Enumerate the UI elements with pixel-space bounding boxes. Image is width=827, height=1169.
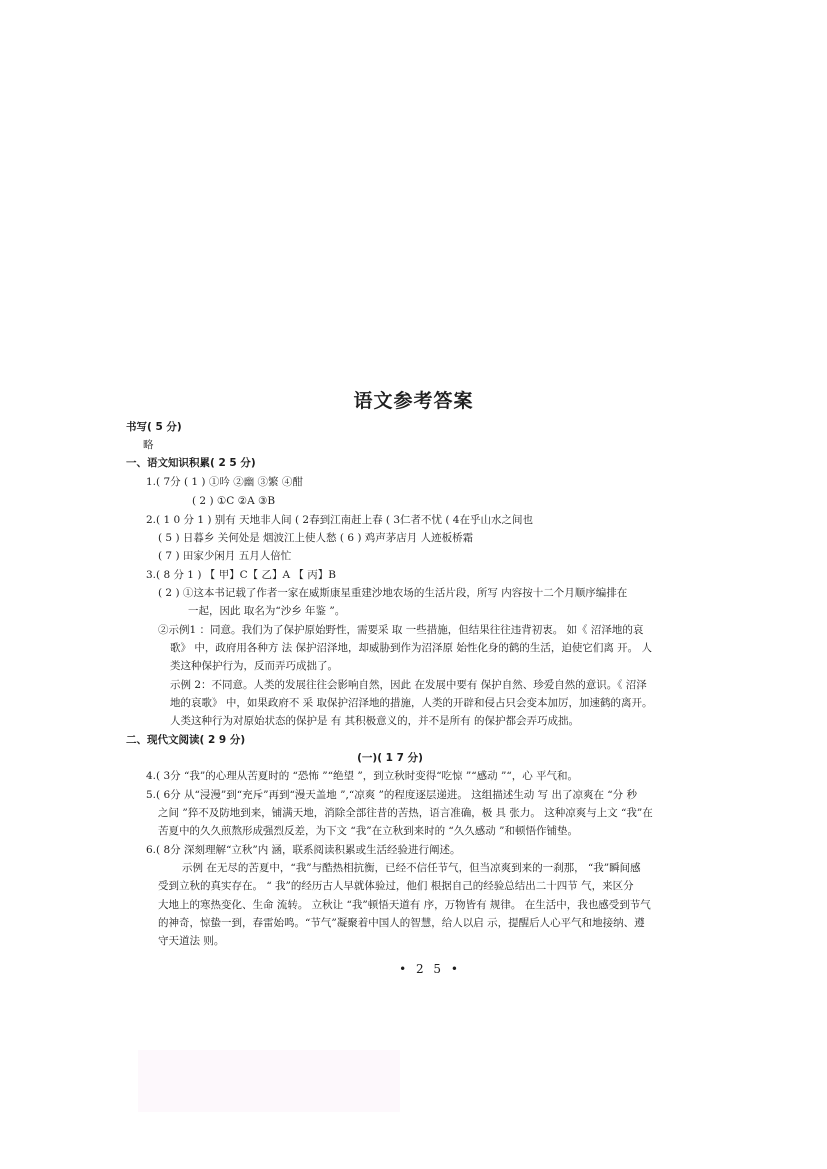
q3-line-4: ②示例1 ：同意。我们为了保护原始野性，需要采 取 一些措施，但结果往往违背初衷。 如《 沼泽地的哀 <box>158 624 644 636</box>
writing-answer: 略 <box>143 439 154 451</box>
q2-line-2: ( 5 ) 日暮乡 关何处是 烟波江上使人愁 ( 6 ) 鸡声茅店月 人迹板桥霜 <box>158 532 474 544</box>
q2-line-3: ( 7 ) 田家少闲月 五月人倍忙 <box>158 550 292 562</box>
q6-line-2: 示例 在无尽的苦夏中，“我”与酷热相抗衡，已经不信任节气，但当凉爽到来的一刹那， “我”瞬间感 <box>182 862 641 874</box>
q3-line-1: 3.( 8 分 1 ) 【 甲】C【 乙】A 【 丙】B <box>146 569 336 581</box>
q5-line-1: 5.( 6分 从“浸漫”到“充斥”再到“漫天盖地 ”,“凉爽 ”的程度逐层递进。 这组描述生动 写 出了凉爽在 “分 秒 <box>146 789 637 801</box>
q3-line-6: 类这种保护行为，反而弄巧成拙了。 <box>170 660 338 672</box>
q3-line-3: 一起，因此 取名为“沙乡 年鉴 ”。 <box>188 605 346 617</box>
page-title: 语文参考答案 <box>353 390 474 412</box>
q3-line-7: 示例 2：不同意。人类的发展往往会影响自然，因此 在发展中要有 保护自然、珍爱自然的意识。《 沼泽 <box>170 679 647 691</box>
q5-line-2: 之间 ”猝不及防地到来，铺满天地，消除全部往昔的苦热，语言准确，极 具 张力。 这种凉爽与上文 “我”在 <box>158 807 653 819</box>
q6-line-5: 的神奇，惊蛰一到，春雷始鸣。“节气”凝聚着中国人的智慧，给人以启 示，提醒后人心平气和地接纳、遵 <box>158 917 645 929</box>
q3-line-8: 地的哀歌》 中，如果政府不 采 取保护沼泽地的措施，人类的开辟和侵占只会变本加厉，加速鹤的离开。 <box>170 697 653 709</box>
q3-line-9: 人类这种行为对原始状态的保护是 有 其积极意义的，并不是所有 的保护都会弄巧成拙。 <box>170 715 580 727</box>
page-number: • 2 5 • <box>399 962 461 976</box>
writing-heading: 书写( 5 分) <box>126 421 182 433</box>
q6-line-4: 大地上的寒热变化、生命 流转。 立秋让 “我”顿悟天道有 序，万物皆有 规律。 在生活中，我也感受到节气 <box>158 899 651 911</box>
q4-line-1: 4.( 3分 “我”的心理从苦夏时的 “恐怖 ”“绝望 ”，到立秋时变得“吃惊 ”“感动 ”“，心 平气和。 <box>146 770 579 782</box>
q1-line-1: 1.( 7分 ( 1 ) ①吟 ②幽 ③繁 ④酣 <box>146 476 303 488</box>
q6-line-1: 6.( 8分 深刻理解“立秋”内 涵，联系阅读积累或生活经验进行阐述。 <box>146 844 461 856</box>
faint-background-patch <box>138 1050 400 1112</box>
part1-heading: 一、语文知识积累( 2 5 分) <box>126 457 256 469</box>
part2-heading: 二、现代文阅读( 2 9 分) <box>126 734 246 746</box>
q3-line-5: 歌》 中，政府用各种方 法 保护沼泽地，却威胁到作为沼泽原 始性化身的鹤的生活，迫使它们离 开。 人 <box>170 642 653 654</box>
q5-line-3: 苦夏中的久久煎熬形成强烈反差，为下文 “我”在立秋到来时的 “久久感动 ”和顿悟作铺垫。 <box>158 825 578 837</box>
q1-line-2: ( 2 ) ①C ②A ③B <box>192 495 276 507</box>
q2-line-1: 2.( 1 0 分 1 ) 别有 天地非人间 ( 2春到江南赶上春 ( 3仁者不忧 ( 4在乎山水之间也 <box>146 514 533 526</box>
part2-sub-heading: (一)( 1 7 分) <box>357 752 423 764</box>
q6-line-3: 受到立秋的真实存在。 “ 我”的经历古人早就体验过，他们 根据自己的经验总结出二十四节 气，来区分 <box>158 880 634 892</box>
q6-line-6: 守天道法 则。 <box>158 935 225 947</box>
q3-line-2: ( 2 ) ①这本书记载了作者一家在威斯康星重建沙地农场的生活片段，所写 内容按十二个月顺序编排在 <box>158 587 628 599</box>
